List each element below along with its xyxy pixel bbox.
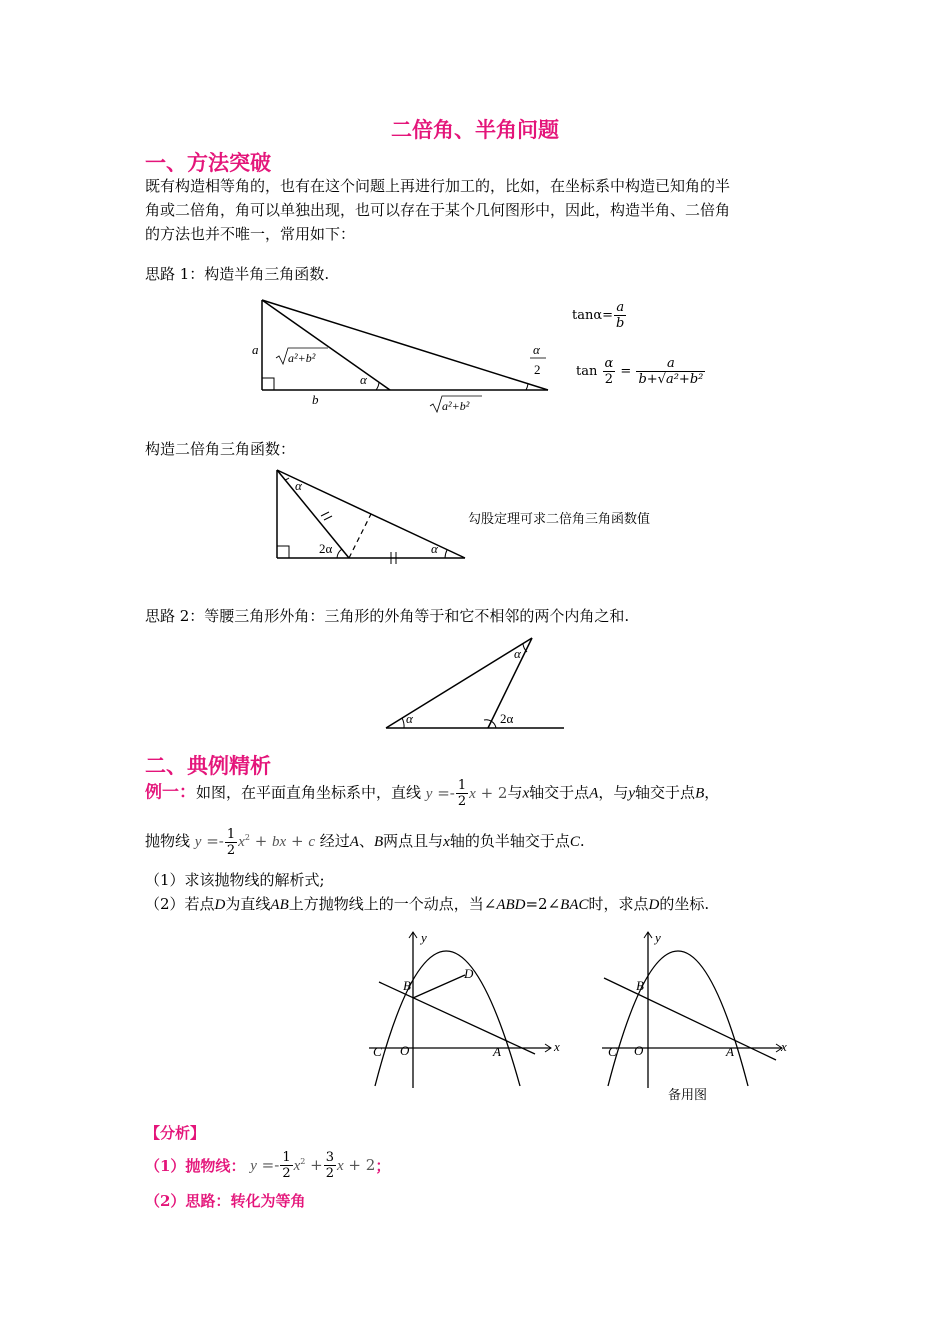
sqrt-label-1 xyxy=(276,348,328,365)
label-alpha-right: α xyxy=(431,541,438,556)
double-angle-triangle-figure xyxy=(265,462,475,567)
half-alpha-den: 2 xyxy=(534,362,541,377)
idea1-text: 思路 1：构造半角三角函数. xyxy=(145,265,330,283)
page-title: 二倍角、半角问题 xyxy=(391,117,559,142)
section-heading-examples: 二、典例精析 xyxy=(145,753,271,778)
label-alpha-left: α xyxy=(406,711,413,726)
svg-text:B: B xyxy=(403,978,411,993)
half-angle-triangle-figure xyxy=(240,290,570,420)
exterior-angle-figure xyxy=(380,632,570,736)
alpha-arc xyxy=(376,382,379,390)
tan-half-alpha-formula: tan $\frac{\alpha}{2}$ = $\frac{a}{\text{b+√a²+b²}}$ xyxy=(576,356,704,387)
svg-text:C: C xyxy=(608,1044,617,1059)
svg-text:O: O xyxy=(634,1043,644,1058)
example-statement-line2: 抛物线 y =- $\frac{1}{2}$ $x^2$ + bx + c 经过A、B两点且与x轴的负半轴交于点C. xyxy=(145,826,585,858)
half-alpha-arc xyxy=(526,384,528,390)
half-alpha-num: α xyxy=(533,342,540,357)
svg-text:y: y xyxy=(421,930,427,945)
analysis-line1: （1）抛物线： y =- $\frac{1}{2}$ $x^2$ + $\frac{3}{2}$ x + 2； xyxy=(145,1150,391,1181)
example-label: 例一： xyxy=(145,782,196,803)
sqrt-label-2 xyxy=(430,396,482,413)
analysis-line2: （2）思路：转化为等角 xyxy=(145,1192,306,1210)
svg-text:C: C xyxy=(373,1044,382,1059)
intro-paragraph xyxy=(145,174,810,246)
svg-text:a²+b²: a²+b² xyxy=(442,399,470,413)
label-two-alpha: 2α xyxy=(319,541,333,556)
svg-text:y: y xyxy=(655,930,661,945)
short-hypotenuse xyxy=(262,300,390,390)
pythag-note: 勾股定理可求二倍角三角函数值 xyxy=(468,512,651,527)
svg-text:A: A xyxy=(726,1044,734,1059)
label-a: a xyxy=(252,342,259,357)
question-2: （2）若点D为直线AB上方抛物线上的一个动点，当∠ABD=2∠BAC时，求点D的坐标. xyxy=(145,895,710,913)
coordinate-graph-main xyxy=(365,926,560,1091)
svg-text:D: D xyxy=(464,966,474,981)
intro-line: 角或二倍角，角可以单独出现，也可以存在于某个几何图形中，因此，构造半角、二倍角 xyxy=(145,201,731,219)
svg-text:x: x xyxy=(554,1039,560,1054)
label-b: b xyxy=(312,392,319,407)
right-angle-mark xyxy=(262,378,274,390)
idea2-text: 思路 2：等腰三角形外角：三角形的外角等于和它不相邻的两个内角之和. xyxy=(145,607,630,625)
svg-text:x: x xyxy=(781,1039,787,1054)
label-two-alpha: 2α xyxy=(500,711,514,726)
label-alpha: α xyxy=(360,372,367,387)
spare-graph-caption: 备用图 xyxy=(668,1088,708,1103)
example-statement-line1: 例一：如图，在平面直角坐标系中，直线 y =- $\frac{1}{2}$ x + 2与x轴交于点A，与y轴交于点B， xyxy=(145,778,720,809)
tan-alpha-formula: tanα= $\frac{a}{b}$ xyxy=(572,300,625,331)
intro-line: 既有构造相等角的，也有在这个问题上再进行加工的，比如，在坐标系中构造已知角的半 xyxy=(145,177,731,195)
svg-text:a²+b²: a²+b² xyxy=(288,351,316,365)
coordinate-graph-spare xyxy=(598,926,793,1091)
double-angle-heading: 构造二倍角三角函数： xyxy=(145,440,296,458)
svg-text:B: B xyxy=(636,978,644,993)
section-heading-method: 一、方法突破 xyxy=(145,150,271,175)
svg-text:O: O xyxy=(400,1043,410,1058)
svg-text:A: A xyxy=(493,1044,501,1059)
analysis-heading: 【分析】 xyxy=(145,1124,206,1142)
long-hypotenuse xyxy=(262,300,548,390)
label-alpha-apex: α xyxy=(514,646,521,661)
label-alpha-top: α xyxy=(295,478,302,493)
question-1: （1）求该抛物线的解析式; xyxy=(145,871,325,889)
intro-line: 的方法也并不唯一，常用如下： xyxy=(145,225,356,243)
